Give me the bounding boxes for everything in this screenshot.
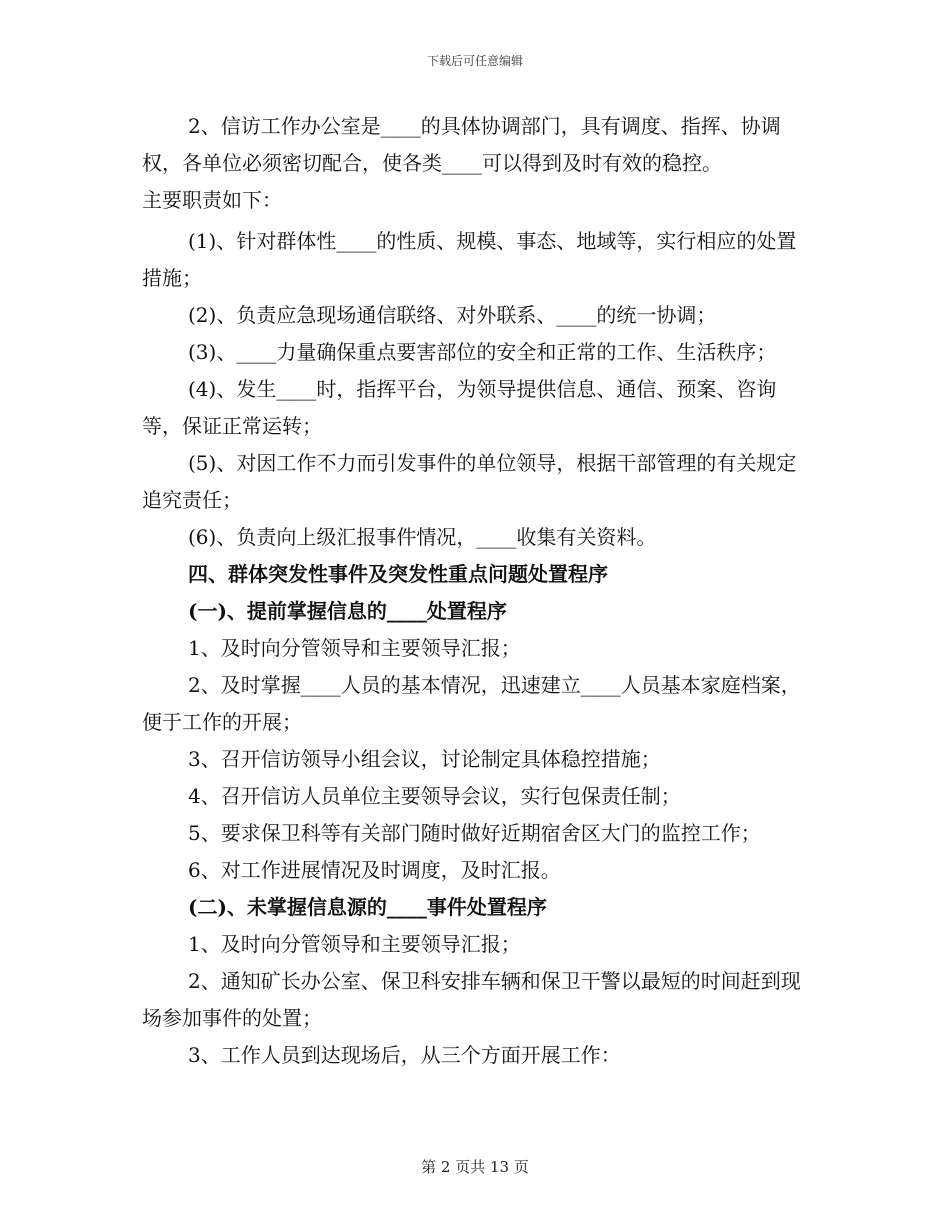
page-header: 下载后可任意编辑 xyxy=(426,54,523,68)
paragraph: 3、召开信访领导小组会议，讨论制定具体稳控措施； xyxy=(188,747,661,771)
paragraph: (2)、负责应急现场通信联络、对外联系、____的统一协调； xyxy=(188,303,717,327)
paragraph: (6)、负责向上级汇报事件情况，____收集有关资料。 xyxy=(188,525,657,549)
paragraph: 2、通知矿长办公室、保卫科安排车辆和保卫干警以最短的时间赶到现场参加事件的处置； xyxy=(142,969,801,1030)
section-heading: 四、群体突发性事件及突发性重点问题处置程序 xyxy=(188,562,608,586)
subsection-heading: (二)、未掌握信息源的____事件处置程序 xyxy=(188,895,547,919)
paragraph: 1、及时向分管领导和主要领导汇报； xyxy=(188,932,521,956)
paragraph: 4、召开信访人员单位主要领导会议，实行包保责任制； xyxy=(188,784,681,808)
paragraph: (4)、发生____时，指挥平台，为领导提供信息、通信、预案、咨询等，保证正常运转； xyxy=(142,377,777,438)
subsection-heading: (一)、提前掌握信息的____处置程序 xyxy=(188,599,507,623)
paragraph: 2、信访工作办公室是____的具体协调部门，具有调度、指挥、协调权，各单位必须密切配合，使各类____可以得到及时有效的稳控。 xyxy=(142,114,781,175)
paragraph: (5)、对因工作不力而引发事件的单位领导，根据干部管理的有关规定追究责任； xyxy=(142,451,797,512)
paragraph: 6、对工作进展情况及时调度，及时汇报。 xyxy=(188,858,561,882)
paragraph: (3)、____力量确保重点要害部位的安全和正常的工作、生活秩序； xyxy=(188,340,777,364)
paragraph: 3、工作人员到达现场后，从三个方面开展工作： xyxy=(188,1043,621,1067)
paragraph: 1、及时向分管领导和主要领导汇报； xyxy=(188,636,521,660)
paragraph: 2、及时掌握____人员的基本情况，迅速建立____人员基本家庭档案，便于工作的开展； xyxy=(142,673,801,734)
paragraph: 5、要求保卫科等有关部门随时做好近期宿舍区大门的监控工作； xyxy=(188,821,761,845)
paragraph: 主要职责如下： xyxy=(142,188,282,212)
document-body xyxy=(142,108,814,1074)
paragraph: (1)、针对群体性____的性质、规模、事态、地域等，实行相应的处置措施； xyxy=(142,229,797,290)
page-footer: 第 2 页共 13 页 xyxy=(421,1158,529,1176)
